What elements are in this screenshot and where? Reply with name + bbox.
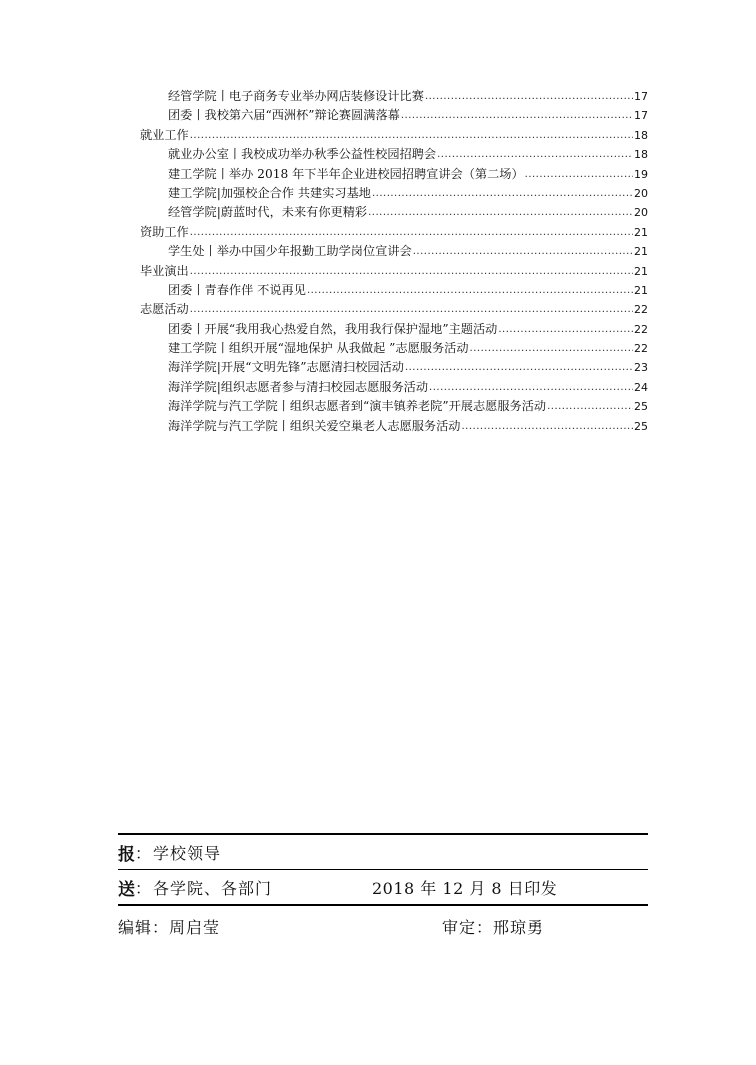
toc-leader-dots [425, 87, 633, 106]
colon: ： [135, 843, 152, 863]
toc-entry-title: 就业工作 [140, 127, 189, 142]
toc-leader-dots [547, 397, 633, 416]
toc-leader-dots [190, 262, 633, 281]
send-value: 各学院、各部门 [153, 878, 273, 898]
toc-page-number: 21 [634, 264, 648, 278]
toc-leader-dots [470, 339, 633, 358]
toc-entry[interactable] [140, 145, 648, 164]
toc-leader-dots [462, 417, 634, 436]
toc-page-number: 20 [634, 206, 648, 220]
toc-section-entry[interactable] [140, 223, 648, 242]
toc-page-number: 18 [634, 148, 648, 162]
toc-page-number: 20 [634, 186, 648, 200]
toc-leader-dots [190, 300, 633, 319]
toc-page-number: 22 [634, 322, 648, 336]
toc-entry-title: 资助工作 [140, 224, 189, 239]
toc-entry-title: 海洋学院|组织志愿者参与清扫校园志愿服务活动 [168, 379, 429, 394]
toc-leader-dots [368, 203, 633, 222]
toc-leader-dots [401, 106, 633, 125]
toc-entry[interactable] [140, 184, 648, 203]
toc-entry[interactable] [140, 339, 648, 358]
toc-page-number: 19 [634, 167, 648, 181]
toc-leader-dots [190, 126, 633, 145]
toc-page-number: 21 [634, 283, 648, 297]
toc-entry-title: 学生处丨举办中国少年报勤工助学岗位宣讲会 [168, 244, 412, 259]
toc-leader-dots [190, 223, 633, 242]
toc-leader-dots [429, 378, 633, 397]
toc-entry[interactable] [140, 87, 648, 106]
toc-leader-dots [525, 165, 633, 184]
print-date: 2018 年 12 月 8 日印发 [372, 878, 558, 898]
toc-entry[interactable] [140, 106, 648, 125]
toc-page-number: 18 [634, 128, 648, 142]
toc-entry[interactable] [140, 320, 648, 339]
toc-entry-title: 经管学院|蔚蓝时代，未来有你更精彩 [168, 205, 368, 220]
toc-entry-title: 建工学院丨举办 2018 年下半年企业进校园招聘宣讲会（第二场） [168, 166, 524, 181]
toc-entry[interactable] [140, 281, 648, 300]
toc-entry-title: 毕业演出 [140, 263, 189, 278]
report-label: 报 [118, 844, 135, 865]
toc-page-number: 21 [634, 245, 648, 259]
toc-entry-title: 就业办公室丨我校成功举办秋季公益性校园招聘会 [168, 147, 437, 162]
toc-entry-title: 建工学院丨组织开展“湿地保护 从我做起 ”志愿服务活动 [168, 341, 469, 356]
toc-section-entry[interactable] [140, 126, 648, 145]
document-footer [118, 833, 648, 946]
toc-leader-dots [413, 242, 633, 261]
toc-entry[interactable] [140, 417, 648, 436]
toc-leader-dots [307, 281, 633, 300]
report-line [118, 835, 648, 869]
toc-page-number: 23 [634, 361, 648, 375]
send-line [118, 870, 648, 904]
report-value: 学校领导 [153, 843, 222, 863]
toc-page-number: 22 [634, 342, 648, 356]
toc-entry[interactable] [140, 378, 648, 397]
toc-page-number: 22 [634, 303, 648, 317]
toc-entry-title: 建工学院|加强校企合作 共建实习基地 [168, 185, 371, 200]
toc-entry-title: 志愿活动 [140, 302, 189, 317]
toc-page-number: 25 [634, 400, 648, 414]
toc-leader-dots [437, 145, 633, 164]
toc-entry[interactable] [140, 358, 648, 377]
colon: ： [135, 878, 152, 898]
toc-entry-title: 海洋学院与汽工学院丨组织志愿者到“演丰镇养老院”开展志愿服务活动 [168, 399, 547, 414]
toc-entry-title: 团委丨青春作伴 不说再见 [168, 282, 306, 297]
toc-entry-title: 团委丨开展“我用我心热爱自然，我用我行保护湿地”主题活动 [168, 321, 498, 336]
toc-entry-title: 海洋学院|开展“文明先锋”志愿清扫校园活动 [168, 360, 404, 375]
toc-entry-title: 海洋学院与汽工学院丨组织关爱空巢老人志愿服务活动 [168, 418, 461, 433]
toc-entry[interactable] [140, 397, 648, 416]
toc-entry[interactable] [140, 165, 648, 184]
toc-page-number: 17 [634, 89, 648, 103]
toc-entry[interactable] [140, 242, 648, 261]
toc-section-entry[interactable] [140, 262, 648, 281]
toc-entry[interactable] [140, 203, 648, 222]
toc-leader-dots [498, 320, 633, 339]
toc-entry-title: 团委丨我校第六届“西洲杯”辩论赛圆满落幕 [168, 108, 400, 123]
toc-leader-dots [405, 358, 633, 377]
toc-page-number: 21 [634, 225, 648, 239]
reviewer: 审定：邢琼勇 [442, 917, 545, 937]
toc-page-number: 24 [634, 380, 648, 394]
toc-leader-dots [372, 184, 633, 203]
editor: 编辑：周启莹 [118, 917, 221, 937]
send-label: 送 [118, 879, 135, 900]
editor-line [118, 906, 648, 946]
table-of-contents [140, 87, 648, 436]
toc-page-number: 17 [634, 109, 648, 123]
toc-page-number: 25 [634, 419, 648, 433]
toc-section-entry[interactable] [140, 300, 648, 319]
toc-entry-title: 经管学院丨电子商务专业举办网店装修设计比赛 [168, 88, 424, 103]
